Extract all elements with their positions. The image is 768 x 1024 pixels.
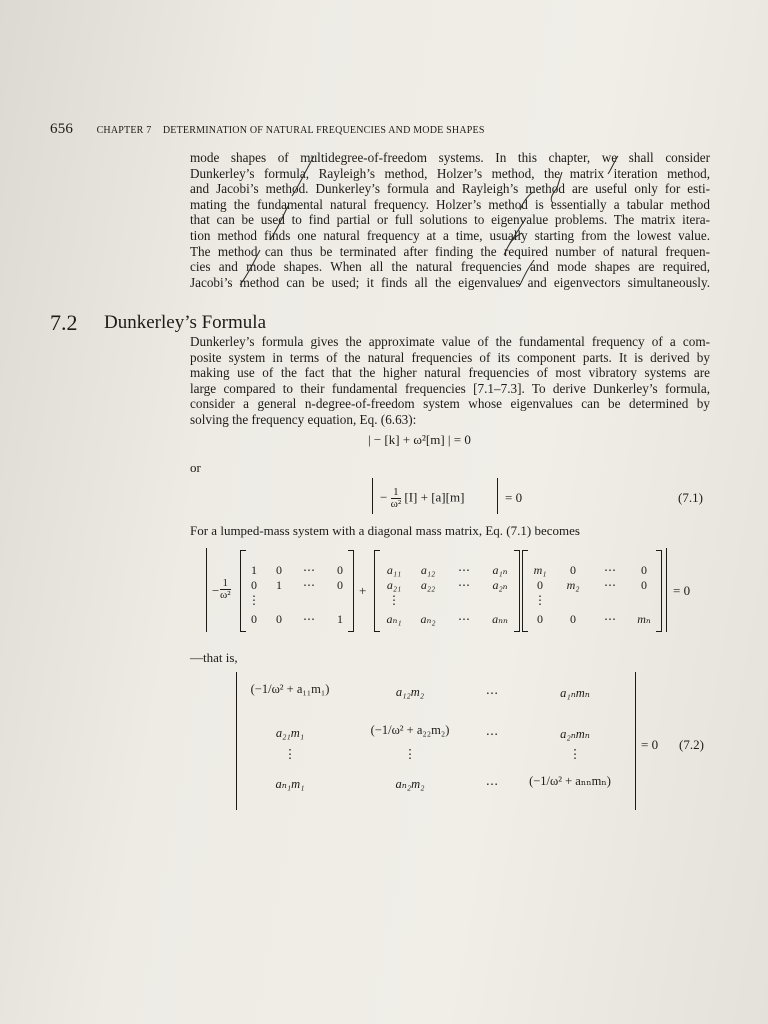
matrix-cell: a₁₂ [420,563,436,577]
lumped-mass-sentence: For a lumped-mass system with a diagonal mass matrix, Eq. (7.1) becomes [190,523,580,538]
det-bar-left [206,548,207,632]
matrix-cell: aₙ₁ [386,612,402,626]
fraction-denominator: ω² [220,589,231,601]
text-line: Jacobi’s method can be used; it finds all the eigenvalues and eigenvectors simultaneously. [190,274,710,290]
matrix-cell: ⋯ [458,612,470,626]
matrix-cell: ⋯ [604,578,616,592]
det-bar-right [666,548,667,632]
matrix-cell: ⋯ [604,563,616,577]
det-cell: aₙ₁m₁ [275,777,305,791]
plus-sign: + [359,583,367,598]
matrix-cell: aₙ₂ [420,612,436,626]
page-number: 656 [50,121,74,137]
text-line: solving the frequency equation, Eq. (6.63): [190,411,417,427]
text-line: large compared to their fundamental frequencies [7.1–7.3]. To derive Dunkerley’s formula, [190,380,710,396]
matrix-cell: 0 [251,578,257,592]
det-cell: (−1/ω² + a₂₂m₂) [370,723,450,737]
section-title: Dunkerley’s Formula [104,312,267,333]
text-line: The method can thus be terminated after finding the required number of natural frequen- [190,243,710,259]
matrix-cell: ⋯ [458,563,470,577]
matrix-cell: 0 [537,612,543,626]
intro-paragraph [190,150,710,290]
frequency-equation: | − [k] + ω²[m] | = 0 [368,432,471,447]
section-number: 7.2 [50,310,78,335]
matrix-cell: ⋮ [534,593,546,607]
det-cell: (−1/ω² + aₙₙmₙ) [529,774,611,788]
text-line: mode shapes of multidegree-of-freedom systems. In this chapter, we shall consider [190,150,710,165]
det-bar-left [372,478,373,514]
matrix-cell: 0 [251,612,257,626]
det-bar-right [497,478,498,514]
matrix-cell: a₁ₙ [492,563,508,577]
matrix-fraction [220,578,231,601]
chapter-title: DETERMINATION OF NATURAL FREQUENCIES AND MODE SHAPES [162,125,485,136]
det-cell: ⋮ [403,747,417,761]
matrix-cell: a₁₁ [386,563,402,577]
matrix-cell: 0 [276,563,282,577]
eq71-rhs: = 0 [505,490,523,505]
matrix-cell: m₁ [533,563,547,577]
matrix-cell: 0 [276,612,282,626]
matrix-cell: 1 [276,578,282,592]
det-cell: ⋯ [485,727,499,741]
text-line: and Jacobi’s method. Dunkerley’s formula and Rayleigh’s method are useful only for esti- [190,181,710,197]
matrix-cell: m₂ [566,578,580,592]
eq71-rest: [I] + [a][m] [404,489,465,505]
matrix-cell: 0 [337,578,343,592]
or-text: or [190,460,201,475]
matrix-cell: 0 [537,578,543,592]
fraction-numerator: 1 [391,487,402,499]
matrix-cell: a₂ₙ [492,578,508,592]
text-line: mating the fundamental natural frequency. Holzer’s method is essentially a tabular method [190,196,710,212]
text-line: posite system in terms of the natural frequencies of its component parts. It is derived by [190,349,710,365]
chapter-label: CHAPTER 7 [96,125,152,136]
section-paragraph [190,334,710,428]
det-cell: a₁₂m₂ [395,685,425,699]
text-line: that can be used to find partial or full solutions to eigenvalue problems. The matrix itera- [190,212,710,228]
matrix-rhs: = 0 [673,583,691,598]
det-rhs: = 0 [641,737,659,752]
text-line: Dunkerley’s formula gives the approximate value of the fundamental frequency of a com- [190,334,710,349]
matrix-cell: ⋮ [388,593,400,607]
matrix-cell: 1 [337,612,343,626]
matrix-cell: a₂₁ [386,578,402,592]
matrix-minus: − [212,583,220,598]
det-cell: (−1/ω² + a₁₁m₁) [250,682,330,696]
det-cell: aₙ₂m₂ [395,777,425,791]
matrix-cell: a₂₂ [420,578,436,592]
running-header [50,121,485,138]
fraction-numerator: 1 [220,578,231,590]
text-line: tion method finds one natural frequency at a time, usually starting from the lowest value. [190,227,710,243]
matrix-cell: ⋯ [604,612,616,626]
matrix-cell: aₙₙ [492,612,508,626]
det-cell: a₁ₙmₙ [560,686,590,700]
det-cell: a₂₁m₁ [275,726,305,740]
det-cell: ⋯ [485,777,499,791]
matrix-cell: ⋯ [303,612,315,626]
matrix-cell: mₙ [637,612,651,626]
fraction-denominator: ω² [390,498,402,510]
det-cell: ⋮ [283,747,297,761]
equation-label: (7.2) [679,737,704,752]
eq71-minus: − [380,489,388,505]
eq71-fraction [391,487,402,510]
det-bar-right [635,672,636,810]
that-is-text: —that is, [190,650,238,665]
matrix-cell: 0 [570,612,576,626]
matrix-cell: 0 [337,563,343,577]
text-line: making use of the fact that the higher natural frequencies of most vibratory systems are [190,365,710,381]
det-cell: a₂ₙmₙ [560,727,590,741]
matrix-cell: ⋯ [303,563,315,577]
det-cell: ⋯ [485,686,499,700]
matrix-cell: ⋯ [458,578,470,592]
matrix-cell: 0 [570,563,576,577]
matrix-cell: ⋯ [303,578,315,592]
matrix-cell: ⋮ [248,593,260,607]
matrix-cell: 1 [251,563,257,577]
text-line: Dunkerley’s formula, Rayleigh’s method, Holzer’s method, the matrix iteration method, [190,165,710,181]
matrix-cell: 0 [641,563,647,577]
text-line: consider a general n-degree-of-freedom system whose eigenvalues can be determined by [190,396,710,412]
det-cell: ⋮ [568,747,582,761]
text-line: cies and mode shapes. When all the natural frequencies and mode shapes are required, [190,259,710,275]
matrix-cell: 0 [641,578,647,592]
equation-label: (7.1) [678,490,703,505]
